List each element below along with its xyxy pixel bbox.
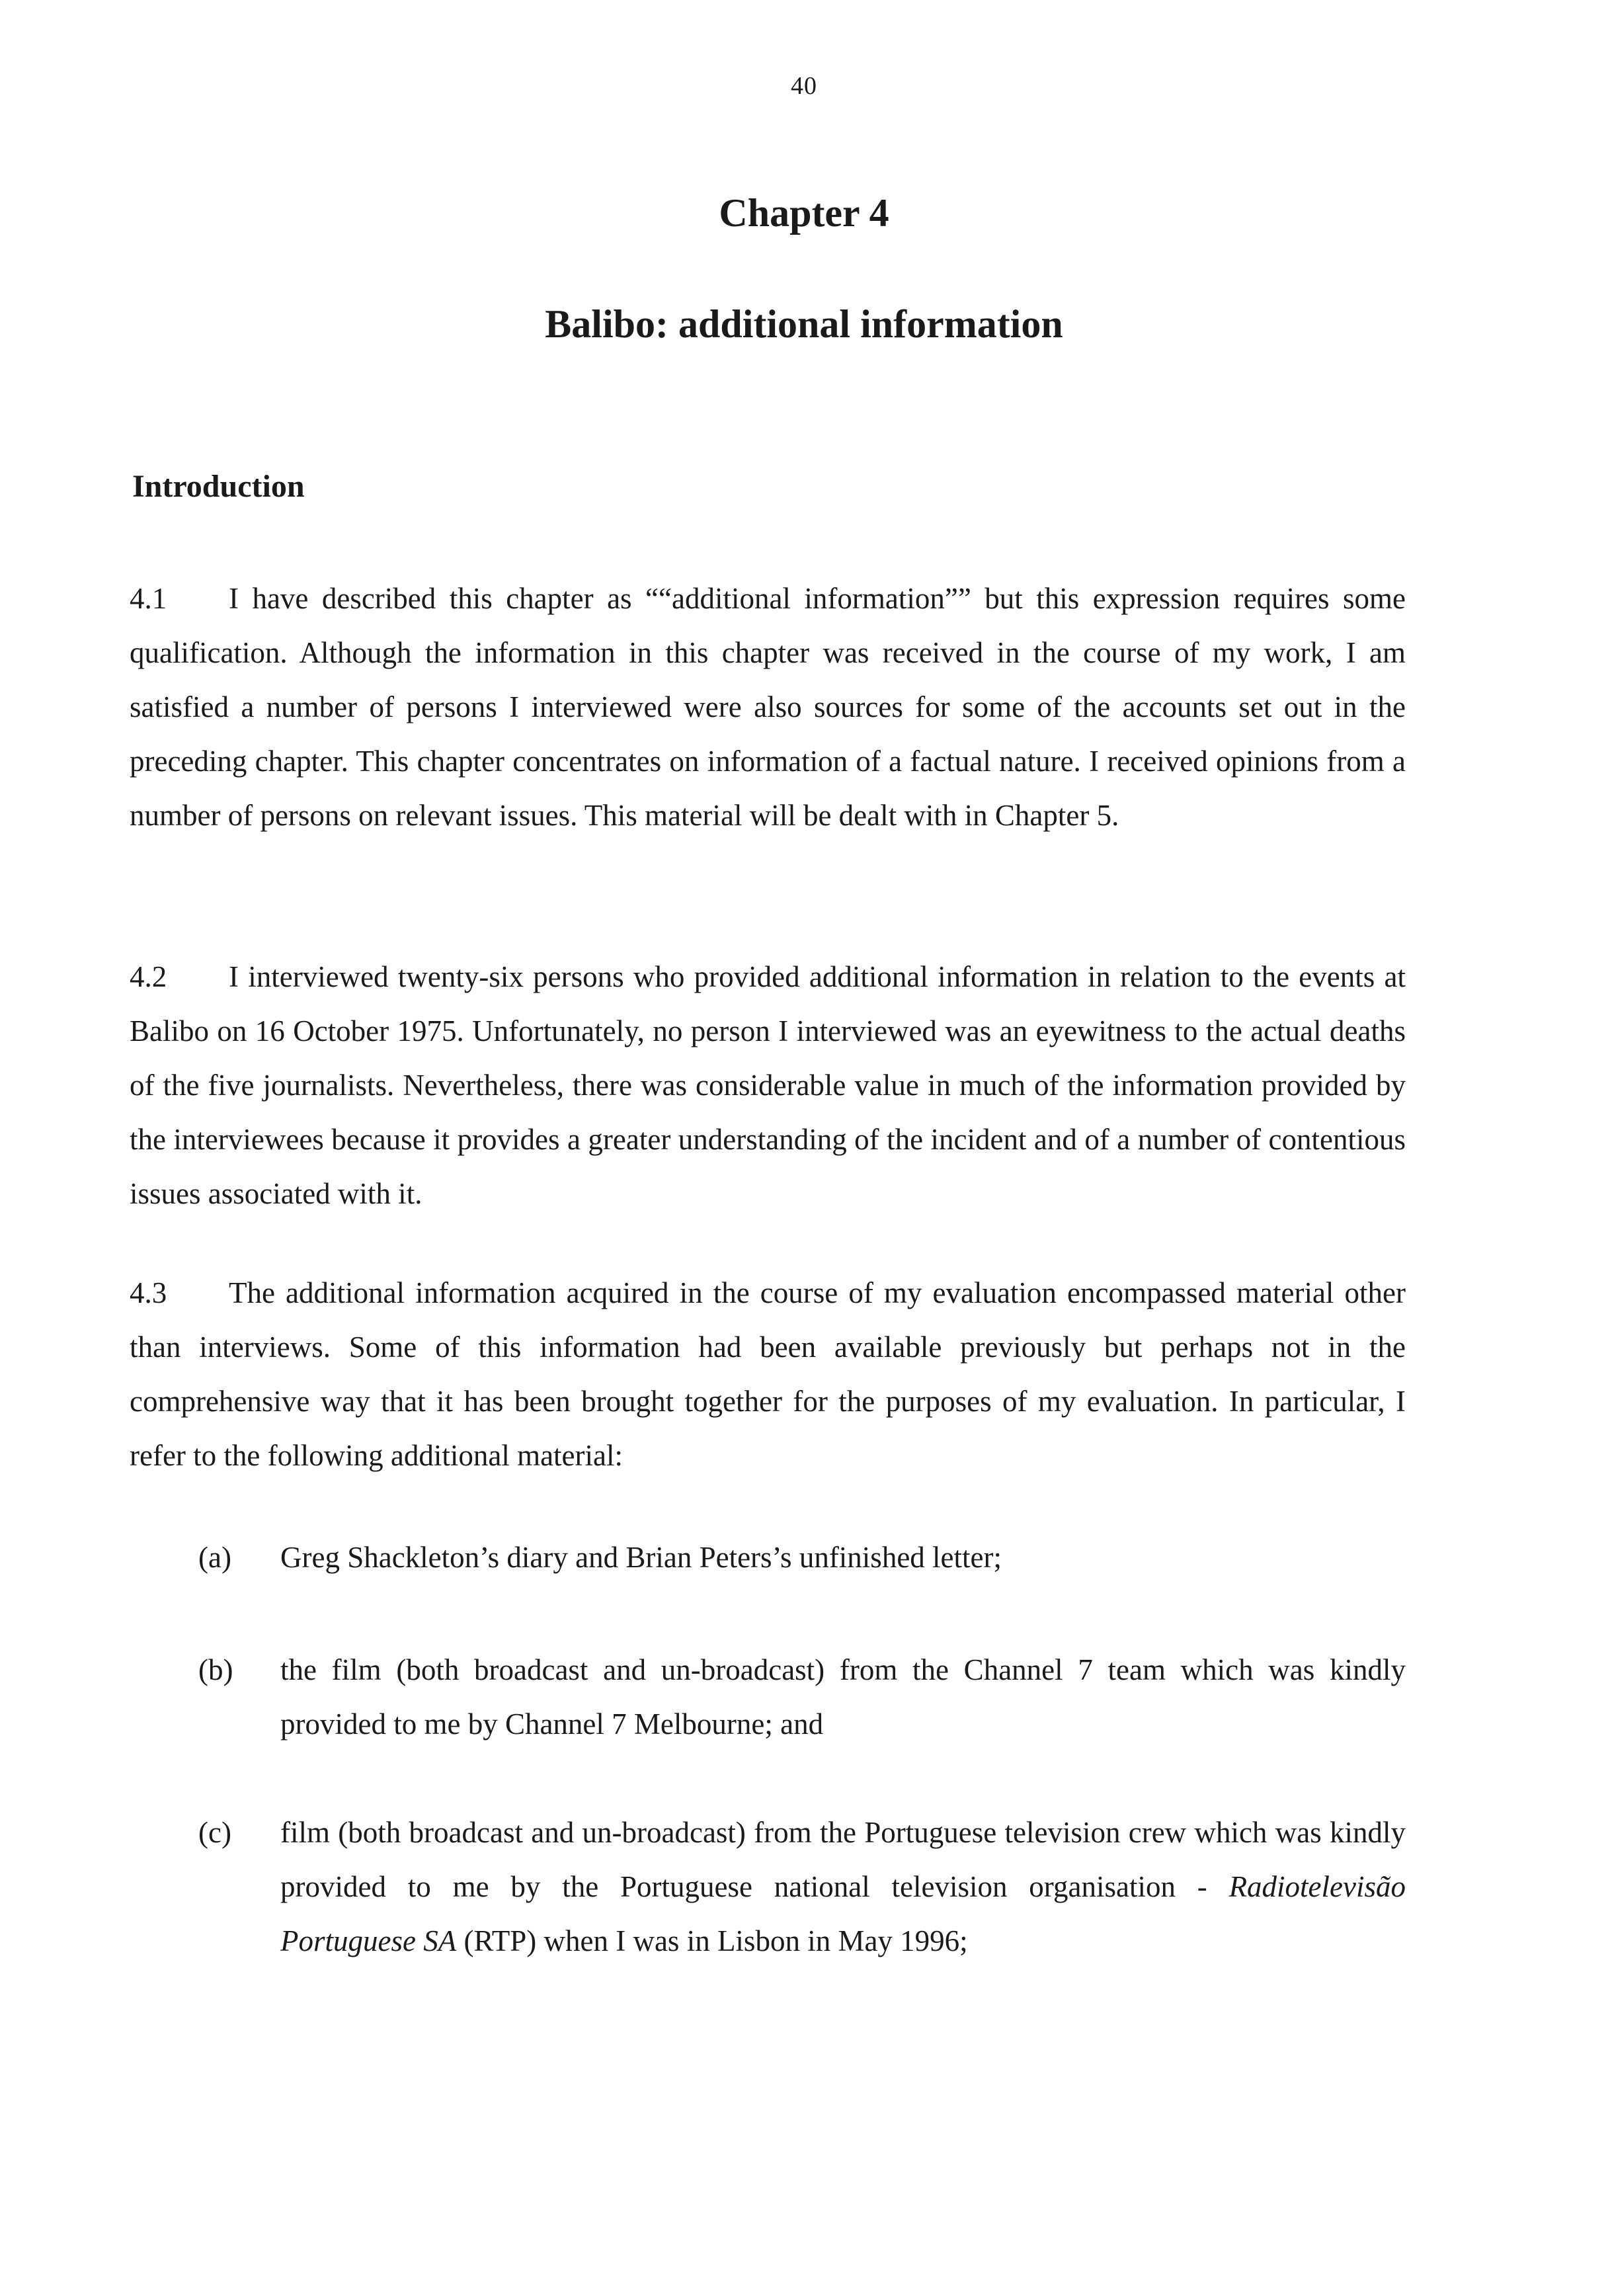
- paragraph-text: The additional information acquired in the course of my evaluation encompassed material other than interviews. Some of this information had been available previously but perhaps not in the comprehensive way that it has been brought together for the purposes of my evaluation. In particular, I refer to the following additional material:: [130, 1276, 1406, 1472]
- paragraph-4-1: [130, 571, 1406, 842]
- organisation-name: Radiotelevisão Portuguese SA: [280, 1870, 1406, 1957]
- list-item-label: (a): [198, 1541, 231, 1574]
- list-item-b: [198, 1643, 1406, 1751]
- list-item-a: [198, 1530, 1406, 1584]
- chapter-number: Chapter 4: [719, 191, 889, 235]
- list-item-label: (c): [198, 1816, 231, 1849]
- paragraph-text: I interviewed twenty-six persons who provided additional information in relation to the events at Balibo on 16 October 1975. Unfortunately, no person I interviewed was an eyewitness to the actual deaths of the five journalists. Nevertheless, there was considerable value in much of the information provided by the interviewees because it provides a greater understanding of the incident and of a number of contentious issues associated with it.: [130, 960, 1406, 1210]
- list-item-label: (b): [198, 1653, 233, 1686]
- paragraph-4-3: [130, 1266, 1406, 1483]
- list-item-c: [198, 1805, 1406, 1968]
- list-item-text-part: film (both broadcast and un-broadcast) from the Portuguese television crew which was kindly provided to me by the Portuguese national television organisation -: [280, 1816, 1406, 1903]
- page-number: 40: [791, 72, 817, 100]
- paragraph-number: 4.1: [130, 582, 167, 615]
- chapter-title: Balibo: additional information: [545, 302, 1063, 346]
- paragraph-number: 4.3: [130, 1276, 167, 1309]
- list-item-text: Greg Shackleton’s diary and Brian Peters’s unfinished letter;: [280, 1541, 1002, 1574]
- paragraph-text: I have described this chapter as ““additional information”” but this expression requires some qualification. Although the information in this chapter was received in the course of my work, I am satisfied a number of persons I interviewed were also sources for some of the accounts set out in the preceding chapter. This chapter concentrates on information of a factual nature. I received opinions from a number of persons on relevant issues. This material will be dealt with in Chapter 5.: [130, 582, 1406, 832]
- list-item-text: the film (both broadcast and un-broadcast) from the Channel 7 team which was kindly provided to me by Channel 7 Melbourne; and: [280, 1653, 1406, 1741]
- list-item-text-part: (RTP) when I was in Lisbon in May 1996;: [456, 1924, 968, 1957]
- section-heading: Introduction: [132, 469, 305, 504]
- paragraph-4-2: [130, 950, 1406, 1221]
- list-item-text: [280, 1805, 1406, 1968]
- paragraph-number: 4.2: [130, 960, 167, 993]
